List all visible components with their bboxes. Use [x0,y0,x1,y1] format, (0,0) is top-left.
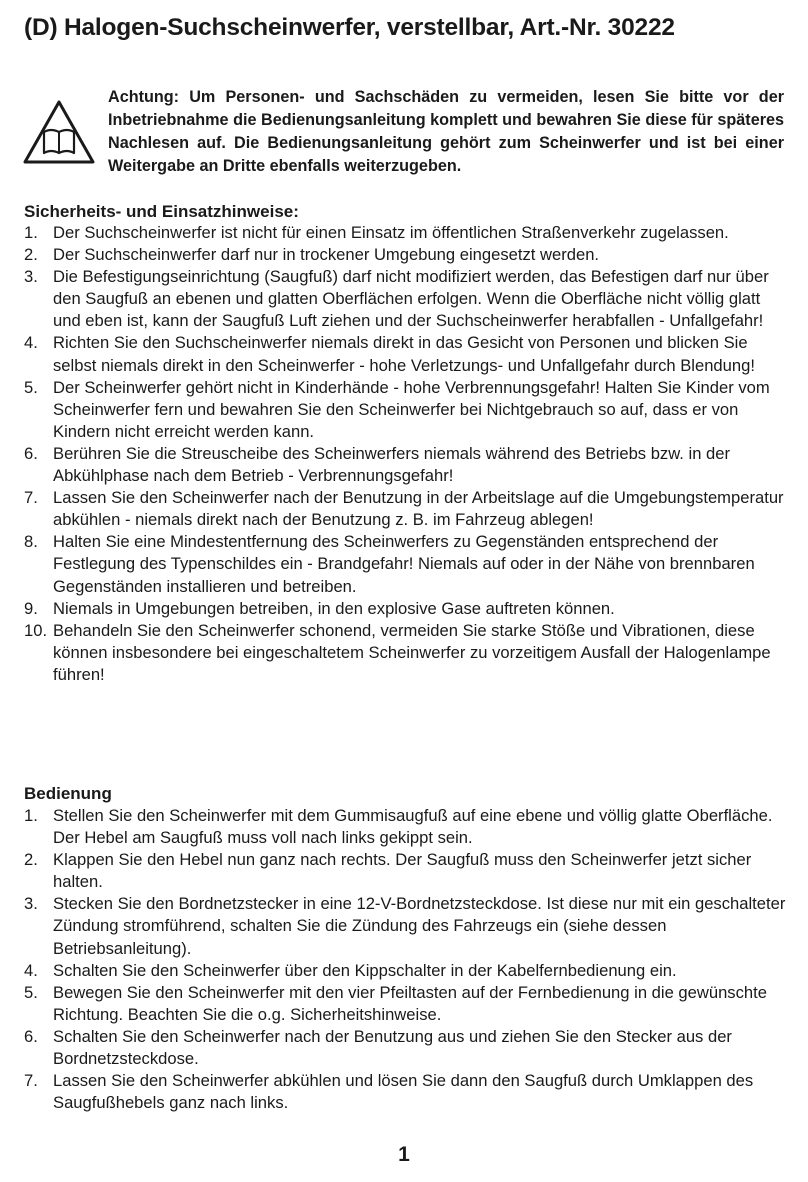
list-item-number: 2. [24,850,38,870]
list-item-number: 4. [24,333,38,353]
list-item-text: Richten Sie den Suchscheinwerfer niemals direkt in das Gesicht von Personen und blicken Sie selbst niemals direkt in den Scheinwerfer - hohe Verletzungs- und Unfallgefahr durch Blendung! [53,333,755,375]
list-item-number: 1. [24,806,38,825]
list-item-number: 3. [24,267,38,287]
list-item [24,266,786,332]
list-item-text: Bewegen Sie den Scheinwerfer mit den vier Pfeiltasten auf der Fernbedienung in die gewünschte Richtung. Beachten Sie die o.g. Sicherheitshinweise. [53,982,767,1024]
list-item [24,222,786,244]
list-item-text: Stellen Sie den Scheinwerfer mit dem Gummisaugfuß auf eine ebene und völlig glatte Oberfläche. Der Hebel am Saugfuß muss voll nach links gekippt sein. [53,806,773,848]
list-item [24,960,786,982]
list-item-text: Niemals in Umgebungen betreiben, in den explosive Gase auftreten können. [53,598,615,618]
list-item-number: 3. [24,894,38,914]
list-item [24,244,786,266]
list-item-text: Die Befestigungseinrichtung (Saugfuß) darf nicht modifiziert werden, das Befestigen darf nur über den Saugfuß an ebenen und glatten Oberflächen erfolgen. Wenn die Oberfläche nicht völlig glatt und eben ist, kann der Saugfuß Luft ziehen und der Suchscheinwerfer herabfallen - Unfallgefahr! [53,267,769,331]
safety-list [24,222,786,686]
list-item-number: 7. [24,488,38,508]
list-item [24,1070,786,1114]
list-item-text: Der Suchscheinwerfer darf nur in trockener Umgebung eingesetzt werden. [53,245,600,265]
list-item-number: 10. [24,620,48,640]
list-item [24,805,786,849]
list-item [24,332,786,376]
list-item-text: Berühren Sie die Streuscheibe des Scheinwerfers niemals während des Betriebs bzw. in der Abkühlphase nach dem Betrieb - Verbrennungsgefahr! [53,443,731,486]
list-item-number: 6. [24,1026,38,1046]
list-item-number: 7. [24,1071,38,1091]
page-title: (D) Halogen-Suchscheinwerfer, verstellbar, Art.-Nr. 30222 [24,14,675,41]
list-item [24,849,786,893]
list-item [24,893,786,959]
list-item [24,620,786,686]
list-item [24,598,786,620]
list-item-number: 8. [24,532,38,552]
list-item [24,982,786,1026]
list-item-number: 4. [24,960,38,980]
list-item-number: 6. [24,443,38,463]
list-item [24,487,786,531]
list-item-number: 9. [24,598,38,618]
list-item [24,443,786,487]
page-number: 1 [398,1143,410,1166]
list-item-number: 5. [24,377,38,397]
list-item-text: Halten Sie eine Mindestentfernung des Scheinwerfers zu Gegenständen entsprechend der Festlegung des Typenschildes ein - Brandgefahr! Niemals auf oder in der Nähe von brennbaren Gegenständen installieren und betreiben. [53,532,755,596]
safety-heading: Sicherheits- und Einsatzhinweise: [24,202,299,221]
list-item-text: Schalten Sie den Scheinwerfer nach der Benutzung aus und ziehen Sie den Stecker aus der Bordnetzsteckdose. [53,1026,732,1069]
list-item-text: Stecken Sie den Bordnetzstecker in eine 12-V-Bordnetzsteckdose. Ist diese nur mit ein geschalteter Zündung stromführend, schalten Sie die Zündung des Fahrzeugs ein (siehe dessen Betriebsanleitung). [53,894,786,958]
operation-heading: Bedienung [24,784,112,803]
list-item-text: Lassen Sie den Scheinwerfer nach der Benutzung in der Arbeitslage auf die Umgebungstemperatur abkühlen - niemals direkt nach der Benutzung z. B. im Fahrzeug ablegen! [53,488,784,530]
warning-text: Achtung: Um Personen- und Sachschäden zu vermeiden, lesen Sie bitte vor der Inbetriebnahme die Bedienungsanleitung komplett und bewahren Sie diese für späteres Nachlesen auf. Die Bedienungsanleitung gehört zum Scheinwerfer und ist bei einer Weitergabe an Dritte ebenfalls weiterzugeben. [108,88,784,175]
list-item-number: 1. [24,223,38,242]
list-item-text: Der Suchscheinwerfer ist nicht für einen Einsatz im öffentlichen Straßenverkehr zugelassen. [53,223,729,242]
list-item-text: Schalten Sie den Scheinwerfer über den Kippschalter in der Kabelfernbedienung ein. [53,960,677,980]
list-item-text: Behandeln Sie den Scheinwerfer schonend, vermeiden Sie starke Stöße und Vibrationen, diese können insbesondere bei eingeschaltetem Scheinwerfer zu vorzeitigem Ausfall der Halogenlampe führen! [53,620,771,684]
list-item [24,377,786,443]
list-item-number: 2. [24,245,38,265]
list-item-text: Klappen Sie den Hebel nun ganz nach rechts. Der Saugfuß muss den Scheinwerfer jetzt sicher halten. [53,850,752,892]
list-item [24,531,786,597]
list-item [24,1026,786,1070]
read-manual-icon [22,98,96,166]
list-item-text: Lassen Sie den Scheinwerfer abkühlen und lösen Sie dann den Saugfuß durch Umklappen des Saugfußhebels ganz nach links. [53,1071,754,1113]
list-item-text: Der Scheinwerfer gehört nicht in Kinderhände - hohe Verbrennungsgefahr! Halten Sie Kinder vom Scheinwerfer fern und bewahren Sie den Scheinwerfer bei Nichtgebrauch so auf, dass er von Kindern nicht erreicht werden kann. [53,377,770,441]
operation-list [24,805,786,1114]
list-item-number: 5. [24,982,38,1002]
